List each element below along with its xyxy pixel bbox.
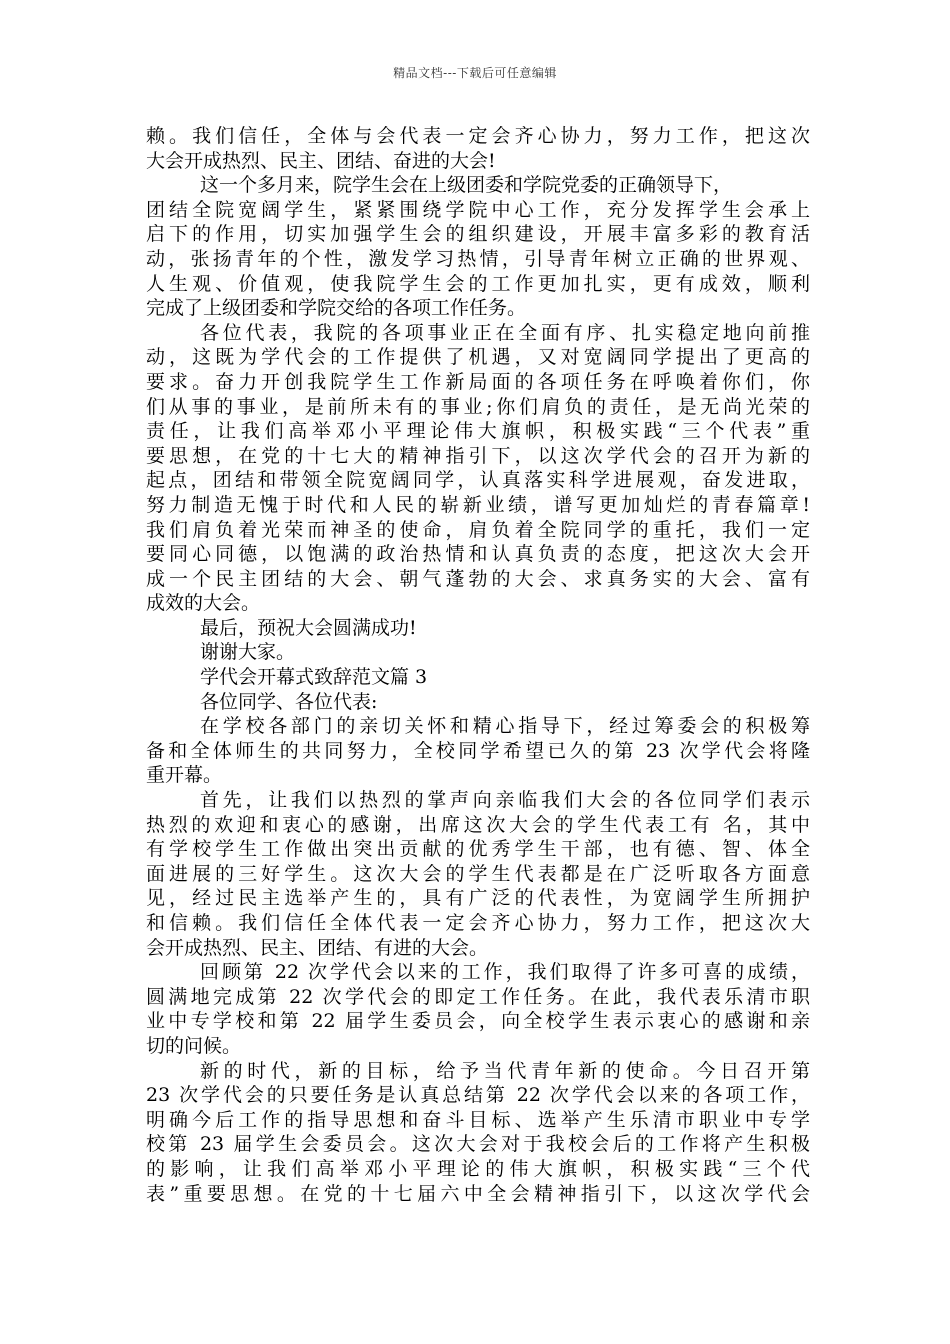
text-line: 责任，让我们高举邓小平理论伟大旗帜，积极实践“三个代表”重 xyxy=(146,420,810,443)
text-line: 各位代表，我院的各项事业正在全面有序、扎实稳定地向前推 xyxy=(200,321,810,344)
text-line: 动，这既为学代会的工作提供了机遇，又对宽阔同学提出了更高的 xyxy=(146,346,810,369)
text-line: 切的问候。 xyxy=(146,1034,242,1057)
text-line: 见，经过民主选举产生的，具有广泛的代表性，为宽阔学生所拥护 xyxy=(146,887,810,910)
text-line: 这一个多月来，院学生会在上级团委和学院党委的正确领导下， xyxy=(200,174,733,197)
text-line: 努力制造无愧于时代和人民的崭新业绩，谱写更加灿烂的青春篇章! xyxy=(146,493,810,516)
text-line: 谢谢大家。 xyxy=(200,641,296,664)
text-line: 要同心同德，以饱满的政治热情和认真负责的态度，把这次大会开 xyxy=(146,543,810,566)
text-line: 重开幕。 xyxy=(146,764,223,787)
text-line: 的影响，让我们高举邓小平理论的伟大旗帜，积极实践“三个代 xyxy=(146,1157,810,1180)
text-line: 要求。奋力开创我院学生工作新局面的各项任务在呼唤着你们，你 xyxy=(146,370,810,393)
text-line: 团结全院宽阔学生，紧紧围绕学院中心工作，充分发挥学生会承上 xyxy=(146,198,810,221)
text-line: 和信赖。我们信任全体代表一定会齐心协力，努力工作，把这次大 xyxy=(146,912,810,934)
text-line: 大会开成热烈、民主、团结、奋进的大会! xyxy=(146,149,496,172)
text-line: 们从事的事业，是前所未有的事业;你们肩负的责任，是无尚光荣的 xyxy=(146,395,810,418)
text-line: 业中专学校和第 22 届学生委员会，向全校学生表示衷心的感谢和亲 xyxy=(146,1010,810,1033)
text-line: 赖。我们信任，全体与会代表一定会齐心协力，努力工作，把这次 xyxy=(146,125,810,147)
text-line: 人生观、价值观，使我院学生会的工作更加扎实，更有成效，顺利 xyxy=(146,272,810,295)
text-line: 首先，让我们以热烈的掌声向亲临我们大会的各位同学们表示 xyxy=(200,789,810,812)
text-line: 会开成热烈、民主、团结、有进的大会。 xyxy=(146,936,489,959)
text-line: 成一个民主团结的大会、朝气蓬勃的大会、求真务实的大会、富有 xyxy=(146,567,810,590)
text-line: 有学校学生工作做出突出贡献的优秀学生干部，也有德、智、体全 xyxy=(146,838,810,861)
text-line: 回顾第 22 次学代会以来的工作，我们取得了许多可喜的成绩， xyxy=(200,961,810,984)
text-line: 校第 23 届学生会委员会。这次大会对于我校会后的工作将产生积极 xyxy=(146,1133,810,1156)
text-line: 成效的大会。 xyxy=(146,592,261,615)
text-line: 学代会开幕式致辞范文篇 3 xyxy=(200,666,428,689)
text-line: 圆满地完成第 22 次学代会的即定工作任务。在此，我代表乐清市职 xyxy=(146,985,810,1008)
text-line: 起点，团结和带领全院宽阔同学，认真落实科学进展观，奋发进取， xyxy=(146,469,810,492)
text-line: 最后，预祝大会圆满成功! xyxy=(200,616,417,639)
text-line: 启下的作用，切实加强学生会的组织建设，开展丰富多彩的教育活 xyxy=(146,223,810,246)
page-header: 精品文档---下载后可任意编辑 xyxy=(393,66,557,80)
text-line: 面进展的三好学生。这次大会的学生代表都是在广泛听取各方面意 xyxy=(146,862,810,885)
text-line: 备和全体师生的共同努力，全校同学希望已久的第 23 次学代会将隆 xyxy=(146,739,810,762)
text-line: 明确今后工作的指导思想和奋斗目标、选举产生乐清市职业中专学 xyxy=(146,1108,810,1131)
text-line: 热烈的欢迎和衷心的感谢，出席这次大会的学生代表工有 名，其中 xyxy=(146,813,810,836)
text-line: 要思想，在党的十七大的精神指引下，以这次学代会的召开为新的 xyxy=(146,444,810,467)
document-body xyxy=(146,124,810,1206)
text-line: 动，张扬青年的个性，激发学习热情，引导青年树立正确的世界观、 xyxy=(146,247,810,270)
text-line: 我们肩负着光荣而神圣的使命，肩负着全院同学的重托，我们一定 xyxy=(146,518,810,541)
text-line: 23 次学代会的只要任务是认真总结第 22 次学代会以来的各项工作， xyxy=(146,1084,810,1107)
text-line: 各位同学、各位代表: xyxy=(200,690,378,713)
text-line: 完成了上级团委和学院交给的各项工作任务。 xyxy=(146,297,527,320)
text-line: 新的时代，新的目标，给予当代青年新的使命。今日召开第 xyxy=(200,1059,810,1082)
text-line: 在学校各部门的亲切关怀和精心指导下，经过筹委会的积极筹 xyxy=(200,715,810,738)
text-line: 表”重要思想。在党的十七届六中全会精神指引下，以这次学代会 xyxy=(146,1182,810,1205)
